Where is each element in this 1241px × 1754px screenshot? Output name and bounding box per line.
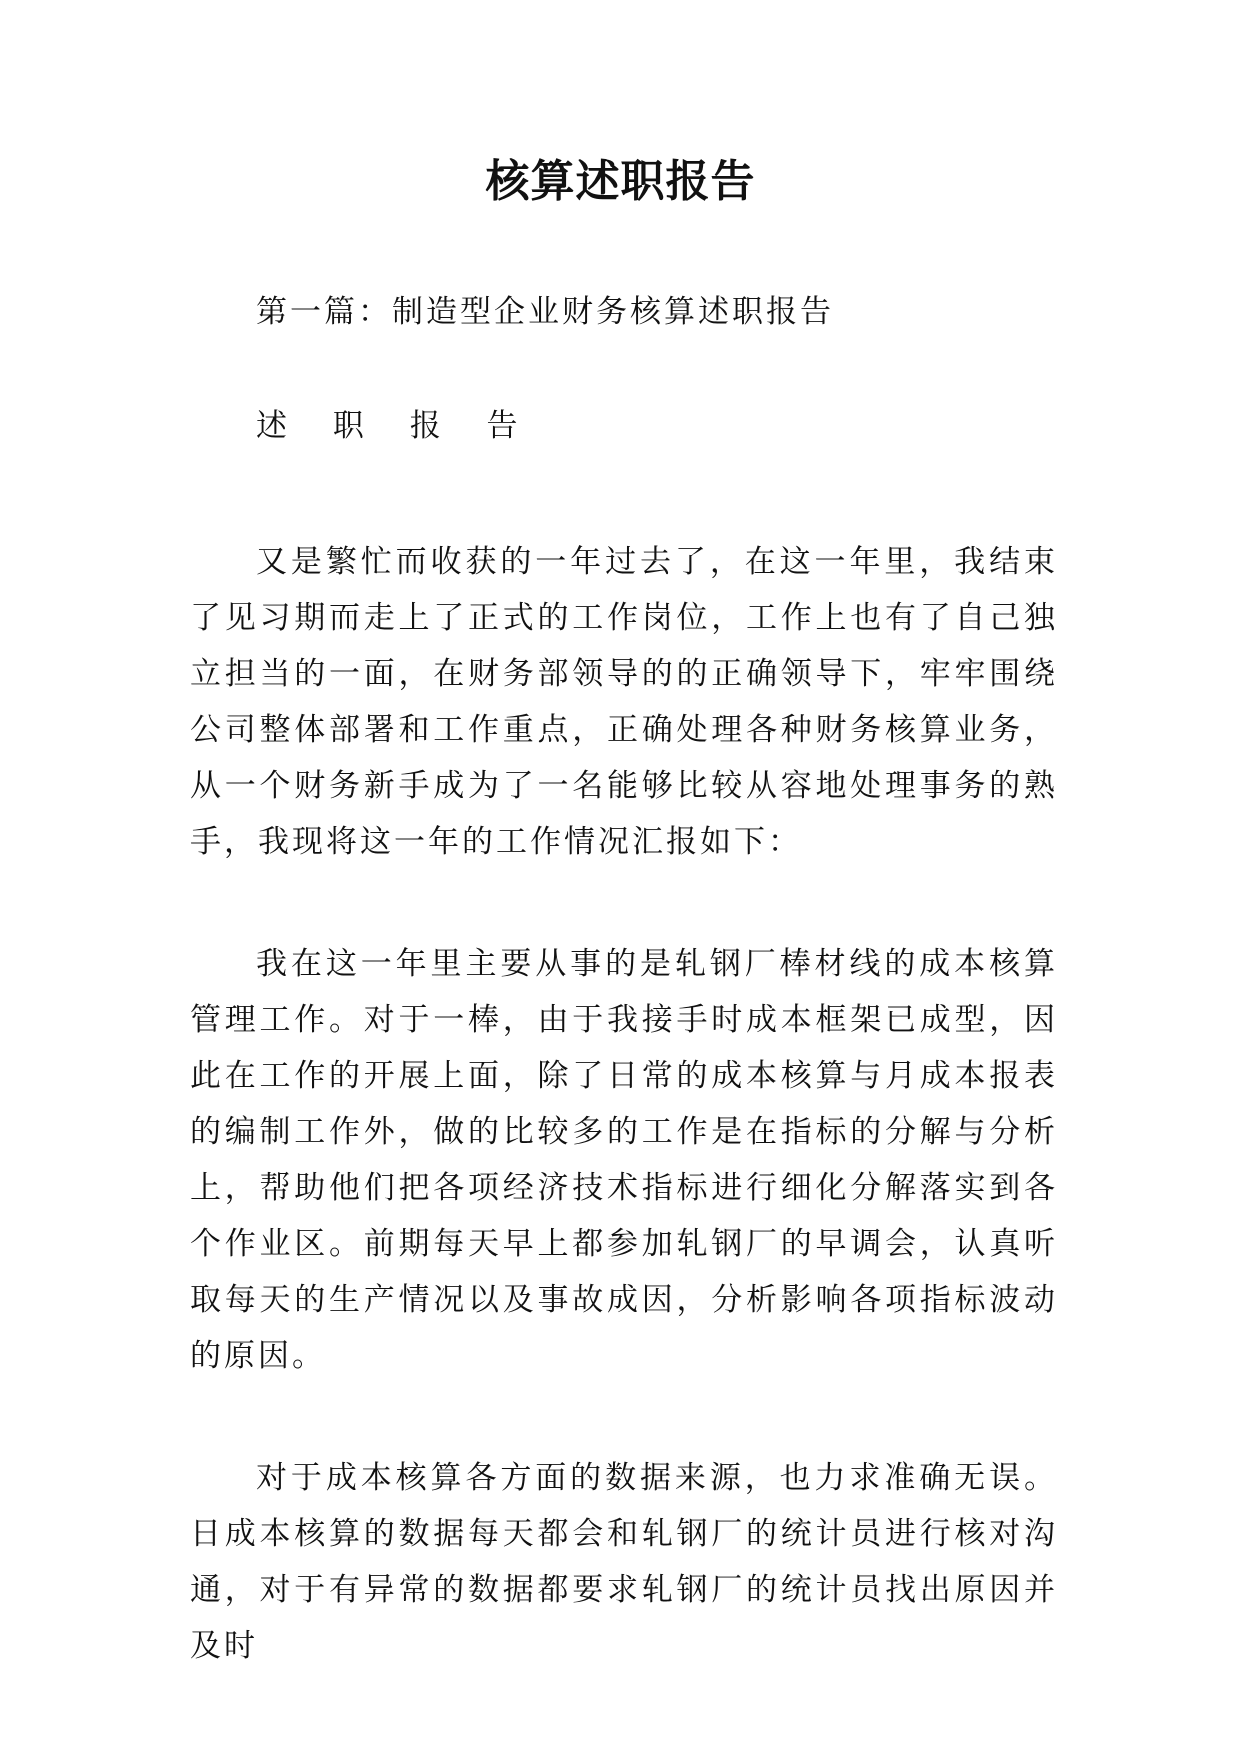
body-paragraph: 又是繁忙而收获的一年过去了，在这一年里，我结束了见习期而走上了正式的工作岗位，工作上也有了自己独立担当的一面，在财务部领导的的正确领导下，牢牢围绕公司整体部署和工作重点，正确处理各种财务核算业务，从一个财务新手成为了一名能够比较从容地处理事务的熟手，我现将这一年的工作情况汇报如下： xyxy=(190,544,1058,860)
body-paragraph: 我在这一年里主要从事的是轧钢厂棒材线的成本核算管理工作。对于一棒，由于我接手时成本框架已成型，因此在工作的开展上面，除了日常的成本核算与月成本报表的编制工作外，做的比较多的工作是在指标的分解与分析上，帮助他们把各项经济技术指标进行细化分解落实到各个作业区。前期每天早上都参加轧钢厂的早调会，认真听取每天的生产情况以及事故成因，分析影响各项指标波动的原因。 xyxy=(190,946,1058,1374)
document-title: 核算述职报告 xyxy=(485,156,756,207)
body-paragraph: 对于成本核算各方面的数据来源，也力求准确无误。日成本核算的数据每天都会和轧钢厂的统计员进行核对沟通，对于有异常的数据都要求轧钢厂的统计员找出原因并及时 xyxy=(190,1460,1058,1664)
section-subtitle: 第一篇：制造型企业财务核算述职报告 xyxy=(256,294,834,330)
document-body xyxy=(190,284,1058,1740)
report-heading: 述 职 报 告 xyxy=(256,408,536,444)
